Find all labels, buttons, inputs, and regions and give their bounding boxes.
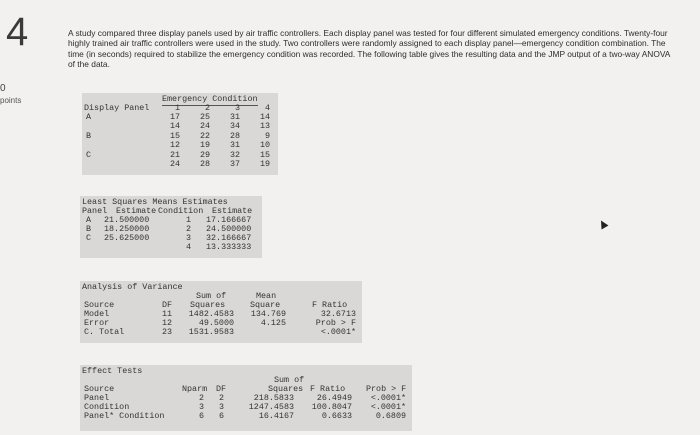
effects-nparm: 2 (198, 393, 204, 403)
anova-header-source: Source (84, 300, 115, 310)
anova-f: 32.6713 (320, 309, 356, 319)
effects-source: Condition (84, 402, 130, 412)
lsmeans-header-condition: Condition (158, 206, 204, 216)
cell: 9 (264, 131, 270, 141)
lsmeans-cond-value: 32.166667 (206, 233, 252, 243)
cell: 21 (169, 150, 180, 160)
lsmeans-table (80, 196, 262, 258)
effects-header-source: Source (84, 384, 115, 394)
lsmeans-cond-value: 13.333333 (206, 242, 252, 252)
cell: 37 (229, 159, 240, 169)
points-value: 0 (0, 83, 6, 94)
lsmeans-panel-value: 18.250000 (104, 224, 150, 234)
anova-ms: 134.769 (250, 309, 286, 319)
anova-header-ms: Square (250, 300, 281, 310)
points-label: points (0, 96, 22, 105)
anova-ss: 1482.4583 (188, 309, 234, 319)
panel-label: A (86, 112, 92, 122)
effects-source: Panel (84, 393, 110, 403)
cell: 28 (199, 159, 210, 169)
cell: 31 (229, 112, 240, 122)
effects-header-p: Prob > F (366, 384, 407, 394)
cell: 28 (229, 131, 240, 141)
lsmeans-cond-label: 4 (186, 242, 192, 252)
anova-header-f: F Ratio (312, 300, 348, 310)
cell: 29 (199, 150, 210, 160)
anova-ss: 49.5000 (198, 318, 234, 328)
effects-header-f: F Ratio (310, 384, 346, 394)
anova-header-ss-top: Sum of (196, 291, 227, 301)
lsmeans-header-estimate2: Estimate (212, 206, 253, 216)
cell: 15 (169, 131, 180, 141)
anova-header-ss: Squares (190, 300, 226, 310)
anova-source: C. Total (84, 327, 125, 337)
cell: 12 (169, 140, 180, 150)
cell: 19 (259, 159, 270, 169)
anova-df: 12 (161, 318, 172, 328)
data-table (82, 93, 278, 175)
lsmeans-panel-value: 25.625000 (104, 233, 150, 243)
cell: 14 (169, 121, 180, 131)
effects-df: 2 (218, 393, 224, 403)
anova-table (80, 281, 362, 343)
anova-df: 11 (161, 309, 172, 319)
anova-ss: 1531.9583 (188, 327, 234, 337)
cell: 13 (259, 121, 270, 131)
question-number: 4 (6, 10, 29, 54)
question-text: A study compared three display panels used by air traffic controllers. Each display panel was tested for four different simulated emergency conditions. Twenty-four highly trained air traffic controllers were used in the study. Two controllers were randomly assigned to each display panel—emergency condition combination. The time (in seconds) required to stabilize the emergency condition was recorded. The following table gives the resulting data and the JMP output of a two-way ANOVA of the data. (68, 28, 670, 69)
effects-p: <.0001* (370, 393, 406, 403)
effects-df: 3 (218, 402, 224, 412)
cond-header: 1 (174, 103, 180, 113)
anova-ms: 4.125 (260, 318, 286, 328)
cond-header: 3 (234, 103, 240, 113)
cell: 24 (199, 121, 210, 131)
lsmeans-panel-label: B (86, 224, 92, 234)
panel-label: C (86, 150, 92, 160)
panel-label: B (86, 131, 92, 141)
lsmeans-panel-label: A (86, 215, 92, 225)
anova-f: Prob > F (315, 318, 356, 328)
anova-source: Model (84, 309, 110, 319)
effects-f: 26.4949 (316, 393, 352, 403)
lsmeans-cond-label: 2 (186, 224, 192, 234)
cell: 15 (259, 150, 270, 160)
anova-header-df: DF (161, 300, 172, 310)
lsmeans-panel-value: 21.500000 (104, 215, 150, 225)
effects-ss: 218.5833 (253, 393, 294, 403)
col-header: Emergency Condition (162, 94, 258, 104)
cell: 22 (199, 131, 210, 141)
lsmeans-cond-value: 17.166667 (206, 215, 252, 225)
cell: 24 (169, 159, 180, 169)
anova-source: Error (84, 318, 110, 328)
effects-nparm: 6 (198, 411, 204, 421)
cell: 34 (229, 121, 240, 131)
cell: 32 (229, 150, 240, 160)
effects-df: 6 (218, 411, 224, 421)
cond-header: 2 (204, 103, 210, 113)
effects-ss: 16.4167 (258, 411, 294, 421)
effects-p: <.0001* (370, 402, 406, 412)
anova-header-ms-top: Mean (256, 291, 277, 301)
cell: 17 (169, 112, 180, 122)
cell: 31 (229, 140, 240, 150)
lsmeans-cond-label: 3 (186, 233, 192, 243)
effects-f: 100.8047 (311, 402, 352, 412)
anova-df: 23 (161, 327, 172, 337)
cell: 25 (199, 112, 210, 122)
lsmeans-cond-label: 1 (186, 215, 192, 225)
anova-title: Analysis of Variance (82, 282, 183, 292)
lsmeans-title: Least Squares Means Estimates (82, 197, 228, 207)
cond-header: 4 (264, 103, 270, 113)
effects-header-df: DF (216, 384, 227, 394)
lsmeans-cond-value: 24.500000 (206, 224, 252, 234)
lsmeans-header-panel: Panel (82, 206, 108, 216)
effects-source: Panel* Condition (84, 411, 165, 421)
effects-table (80, 365, 412, 431)
effects-f: 0.6633 (321, 411, 352, 421)
lsmeans-header-estimate: Estimate (116, 206, 157, 216)
effects-title: Effect Tests (82, 366, 143, 376)
cell: 19 (199, 140, 210, 150)
mouse-cursor-icon (598, 219, 609, 230)
row-header: Display Panel (84, 103, 150, 113)
effects-header-ss-top: Sum of (274, 375, 305, 385)
cell: 14 (259, 112, 270, 122)
effects-header-nparm: Nparm (182, 384, 208, 394)
lsmeans-panel-label: C (86, 233, 92, 243)
effects-nparm: 3 (198, 402, 204, 412)
effects-ss: 1247.4583 (248, 402, 294, 412)
effects-p: 0.6809 (375, 411, 406, 421)
effects-header-ss: Squares (268, 384, 304, 394)
cell: 10 (259, 140, 270, 150)
anova-f: <.0001* (320, 327, 356, 337)
